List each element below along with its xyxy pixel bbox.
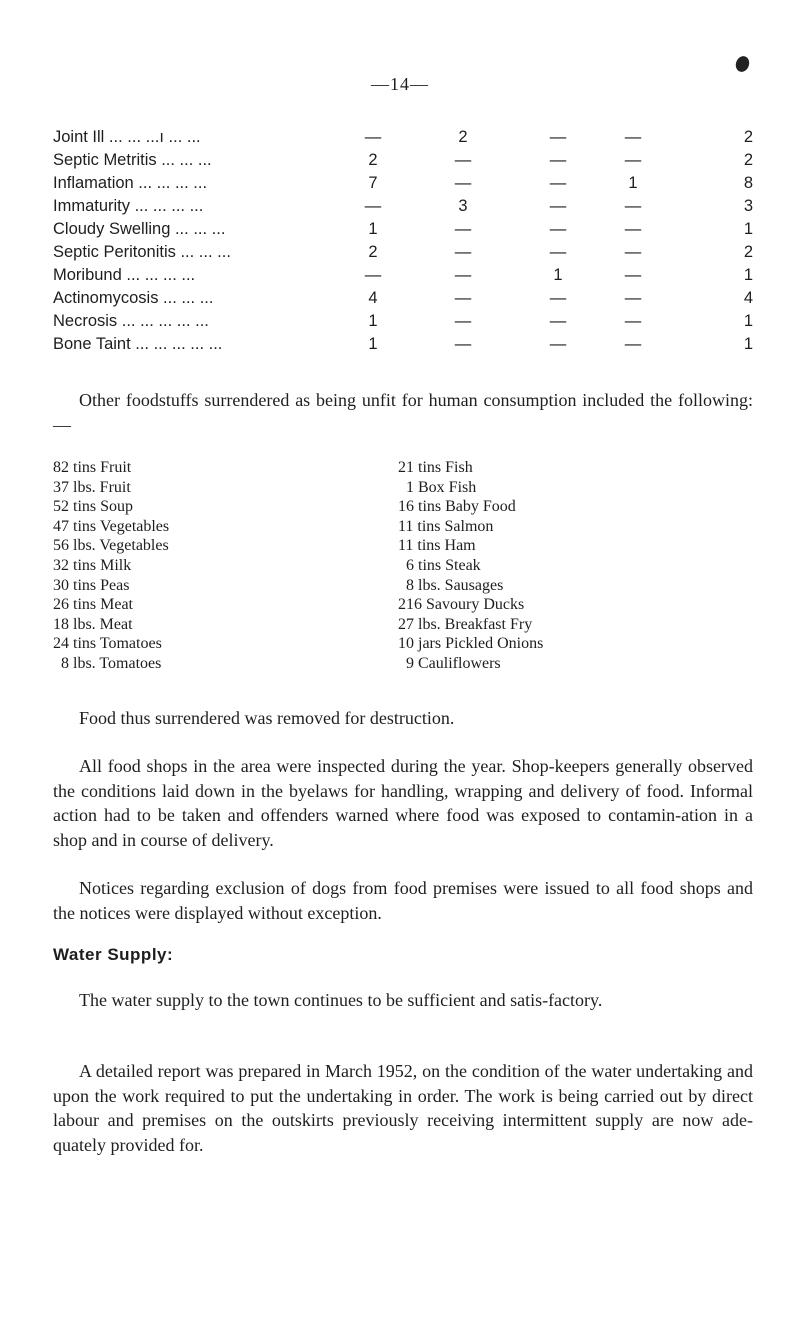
- condition-name: Actinomycosis ... ... ...: [53, 289, 214, 307]
- shops-paragraph: All food shops in the area were inspected during the year. Shop-keepers generally observed the conditions laid down in the byelaws for handling, wrapping and delivery of food. Informal action had to be taken and offenders warned where food was exposed to contamin-ation in a shop and in course of delivery.: [53, 756, 753, 850]
- count-cell: —: [624, 151, 642, 169]
- total-cell: 1: [743, 220, 753, 238]
- count-cell: —: [624, 266, 642, 284]
- count-cell: 1: [368, 335, 378, 353]
- table-row: [53, 172, 753, 195]
- food-list-left: [53, 458, 169, 674]
- total-cell: 4: [743, 289, 753, 307]
- count-cell: —: [454, 220, 472, 238]
- count-cell: —: [624, 335, 642, 353]
- count-cell: —: [549, 289, 567, 307]
- list-item: 1 Box Fish: [406, 478, 477, 496]
- list-item: 11 tins Salmon: [398, 517, 494, 535]
- condition-name: Joint Ill ... ... ...ı ... ...: [53, 128, 201, 146]
- table-row: [53, 264, 753, 287]
- count-cell: —: [549, 243, 567, 261]
- count-cell: —: [549, 220, 567, 238]
- condition-name: Septic Peritonitis ... ... ...: [53, 243, 231, 261]
- count-cell: —: [624, 243, 642, 261]
- total-cell: 8: [743, 174, 753, 192]
- list-item: 30 tins Peas: [53, 576, 130, 594]
- water-paragraph-2: A detailed report was prepared in March 1952, on the condition of the water undertaking and upon the work required to put the undertaking in order. The work is being carried out by direct labour and premises on the outskirts previously receiving intermittent supply are now ade-quately provided for.: [53, 1061, 753, 1155]
- table-row: [53, 333, 753, 356]
- dogs-paragraph: Notices regarding exclusion of dogs from food premises were issued to all food shops and the notices were displayed without exception.: [53, 878, 753, 923]
- count-cell: —: [454, 243, 472, 261]
- ink-blot: [734, 54, 752, 73]
- table-row: [53, 149, 753, 172]
- count-cell: 1: [553, 266, 563, 284]
- list-item: 56 lbs. Vegetables: [53, 537, 169, 555]
- total-cell: 1: [743, 335, 753, 353]
- list-item: 16 tins Baby Food: [398, 498, 516, 516]
- list-item: 9 Cauliflowers: [406, 654, 501, 672]
- list-item: 52 tins Soup: [53, 498, 134, 516]
- count-cell: —: [364, 128, 382, 146]
- list-item: 26 tins Meat: [53, 596, 133, 614]
- condition-name: Inflamation ... ... ... ...: [53, 174, 208, 192]
- total-cell: 1: [743, 266, 753, 284]
- count-cell: —: [454, 151, 472, 169]
- destruction-note: Food thus surrendered was removed for destruction.: [79, 708, 455, 728]
- count-cell: —: [624, 289, 642, 307]
- condition-name: Septic Metritis ... ... ...: [53, 151, 212, 169]
- total-cell: 3: [743, 197, 753, 215]
- count-cell: —: [454, 312, 472, 330]
- count-cell: —: [549, 128, 567, 146]
- total-cell: 1: [743, 312, 753, 330]
- count-cell: —: [364, 197, 382, 215]
- table-row: [53, 126, 753, 149]
- count-cell: —: [454, 174, 472, 192]
- list-item: 6 tins Steak: [406, 556, 481, 574]
- list-item: 27 lbs. Breakfast Fry: [398, 615, 533, 633]
- list-item: 24 tins Tomatoes: [53, 635, 162, 653]
- table-row: [53, 241, 753, 264]
- total-cell: 2: [743, 243, 753, 261]
- count-cell: 7: [368, 174, 378, 192]
- page-number: —14—: [371, 74, 429, 94]
- count-cell: —: [454, 335, 472, 353]
- count-cell: —: [454, 289, 472, 307]
- condition-name: Immaturity ... ... ... ...: [53, 197, 204, 215]
- list-item: 11 tins Ham: [398, 537, 476, 555]
- condition-name: Necrosis ... ... ... ... ...: [53, 312, 209, 330]
- count-cell: —: [624, 312, 642, 330]
- table-row: [53, 287, 753, 310]
- condition-name: Cloudy Swelling ... ... ...: [53, 220, 226, 238]
- list-item: 8 lbs. Sausages: [406, 576, 504, 594]
- condition-name: Moribund ... ... ... ...: [53, 266, 196, 284]
- count-cell: —: [624, 128, 642, 146]
- count-cell: —: [549, 335, 567, 353]
- count-cell: —: [549, 197, 567, 215]
- count-cell: 3: [458, 197, 468, 215]
- list-item: 47 tins Vegetables: [53, 517, 170, 535]
- table-row: [53, 310, 753, 333]
- condition-name: Bone Taint ... ... ... ... ...: [53, 335, 223, 353]
- table-row: [53, 195, 753, 218]
- total-cell: 2: [743, 128, 753, 146]
- list-item: 216 Savoury Ducks: [398, 596, 525, 614]
- disease-table: [53, 126, 753, 356]
- count-cell: 1: [368, 220, 378, 238]
- count-cell: —: [549, 174, 567, 192]
- water-paragraph-1: The water supply to the town continues to be sufficient and satis-factory.: [79, 990, 603, 1010]
- list-item: 37 lbs. Fruit: [53, 478, 131, 496]
- list-item: 21 tins Fish: [398, 459, 473, 476]
- list-item: 32 tins Milk: [53, 556, 132, 574]
- list-item: 10 jars Pickled Onions: [398, 635, 544, 653]
- count-cell: 2: [368, 151, 378, 169]
- food-list-right: [398, 458, 543, 674]
- list-item: 82 tins Fruit: [53, 459, 132, 476]
- disease-table-body: [53, 126, 753, 356]
- count-cell: 4: [368, 289, 378, 307]
- count-cell: 2: [368, 243, 378, 261]
- total-cell: 2: [743, 151, 753, 169]
- water-supply-heading: Water Supply:: [53, 945, 174, 964]
- count-cell: —: [549, 151, 567, 169]
- list-item: 8 lbs. Tomatoes: [61, 654, 162, 672]
- count-cell: —: [364, 266, 382, 284]
- count-cell: 1: [628, 174, 638, 192]
- count-cell: 2: [458, 128, 468, 146]
- count-cell: —: [624, 220, 642, 238]
- foodstuffs-intro: Other foodstuffs surrendered as being unfit for human consumption included the following:—: [53, 390, 753, 435]
- count-cell: —: [549, 312, 567, 330]
- table-row: [53, 218, 753, 241]
- count-cell: 1: [368, 312, 378, 330]
- list-item: 18 lbs. Meat: [53, 615, 133, 633]
- count-cell: —: [624, 197, 642, 215]
- count-cell: —: [454, 266, 472, 284]
